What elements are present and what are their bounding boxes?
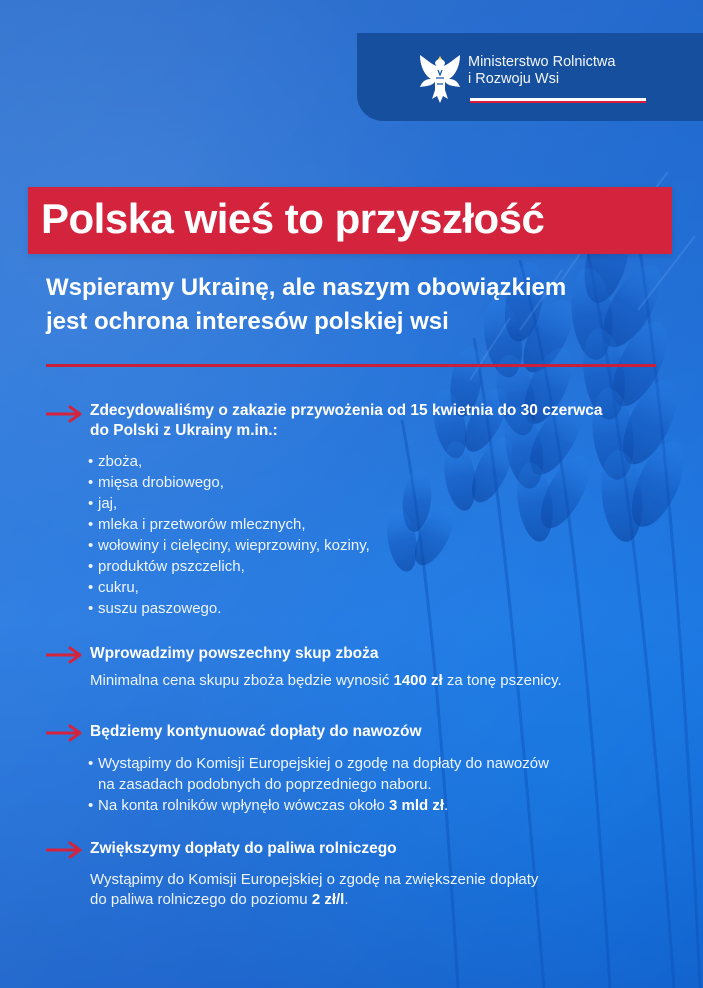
grain-purchase-section — [46, 644, 666, 694]
list-item — [88, 753, 549, 795]
list-item: • cukru, — [88, 577, 370, 598]
subtitle — [46, 271, 666, 339]
grain-purchase-text — [90, 671, 562, 691]
subtitle-line-1: Wspieramy Ukrainę, ale naszym obowiązkiem — [46, 274, 567, 301]
fertilizer-bullet-1-line-1: • Wystąpimy do Komisji Europejskiej o zgodę na dopłaty do nawozów — [98, 755, 549, 772]
fertilizer-subsidy-heading: Będziemy kontynuować dopłaty do nawozów — [90, 723, 422, 740]
fuel-subsidy-text — [90, 870, 538, 910]
fertilizer-bullet-2-suffix: . — [444, 797, 449, 814]
fuel-subsidy-text-line-2-prefix: do paliwa rolniczego do poziomu — [90, 891, 312, 908]
import-ban-list — [88, 451, 370, 619]
grain-purchase-heading: Wprowadzimy powszechny skup zboża — [90, 645, 379, 662]
eagle-icon — [416, 51, 464, 107]
import-ban-heading-line-2: do Polski z Ukrainy m.in.: — [90, 422, 278, 439]
arrow-right-icon — [46, 841, 84, 859]
fuel-subsidy-heading: Zwiększymy dopłaty do paliwa rolniczego — [90, 840, 397, 857]
title-band — [28, 187, 672, 254]
import-ban-heading-line-1: Zdecydowaliśmy o zakazie przywożenia od 15 kwietnia do 30 czerwca — [90, 402, 603, 419]
ministry-header — [357, 33, 703, 121]
fuel-subsidy-text-line-1: Wystąpimy do Komisji Europejskiej o zgodę na zwiększenie dopłaty — [90, 871, 539, 888]
list-item: • produktów pszczelich, — [88, 556, 370, 577]
section-divider — [46, 364, 656, 367]
fuel-subsidy-value: 2 zł/l — [311, 891, 345, 908]
list-item: • suszu paszowego. — [88, 598, 370, 619]
arrow-right-icon — [46, 646, 84, 664]
grain-purchase-text-prefix: Minimalna cena skupu zboża będzie wynosić — [90, 672, 394, 689]
list-item — [88, 795, 549, 816]
list-item: • wołowiny i cielęciny, wieprzowiny, koziny, — [88, 535, 370, 556]
page-title: Polska wieś to przyszłość — [41, 195, 545, 242]
import-ban-section — [46, 401, 666, 621]
ministry-name — [468, 54, 688, 88]
list-item: • jaj, — [88, 493, 370, 514]
fuel-subsidy-text-line-2-suffix: . — [344, 891, 349, 908]
list-item: • mięsa drobiowego, — [88, 472, 370, 493]
grain-purchase-text-suffix: za tonę pszenicy. — [442, 672, 562, 689]
ministry-name-line-1: Ministerstwo Rolnictwa — [468, 54, 616, 70]
fuel-subsidy-section — [46, 839, 666, 919]
import-ban-heading — [90, 401, 603, 441]
ministry-flag-red — [470, 101, 646, 104]
fertilizer-bullet-2-prefix: Na konta rolników wpłynęło wówczas około — [98, 797, 389, 814]
ministry-name-line-2: i Rozwoju Wsi — [468, 71, 560, 87]
list-item: • mleka i przetworów mlecznych, — [88, 514, 370, 535]
arrow-right-icon — [46, 405, 84, 423]
fertilizer-subsidy-section — [46, 722, 666, 832]
grain-price-value: 1400 zł — [393, 672, 443, 689]
fuel-subsidy-text-line-2 — [90, 890, 538, 910]
fertilizer-bullet-1-line-2: na zasadach podobnych do poprzedniego naboru. — [98, 776, 432, 793]
fertilizer-subsidy-list — [88, 753, 549, 816]
fertilizer-amount-value: 3 mld zł — [388, 797, 444, 814]
list-item: • zboża, — [88, 451, 370, 472]
arrow-right-icon — [46, 724, 84, 742]
ministry-flag-line — [470, 98, 646, 103]
subtitle-line-2: jest ochrona interesów polskiej wsi — [46, 308, 449, 335]
